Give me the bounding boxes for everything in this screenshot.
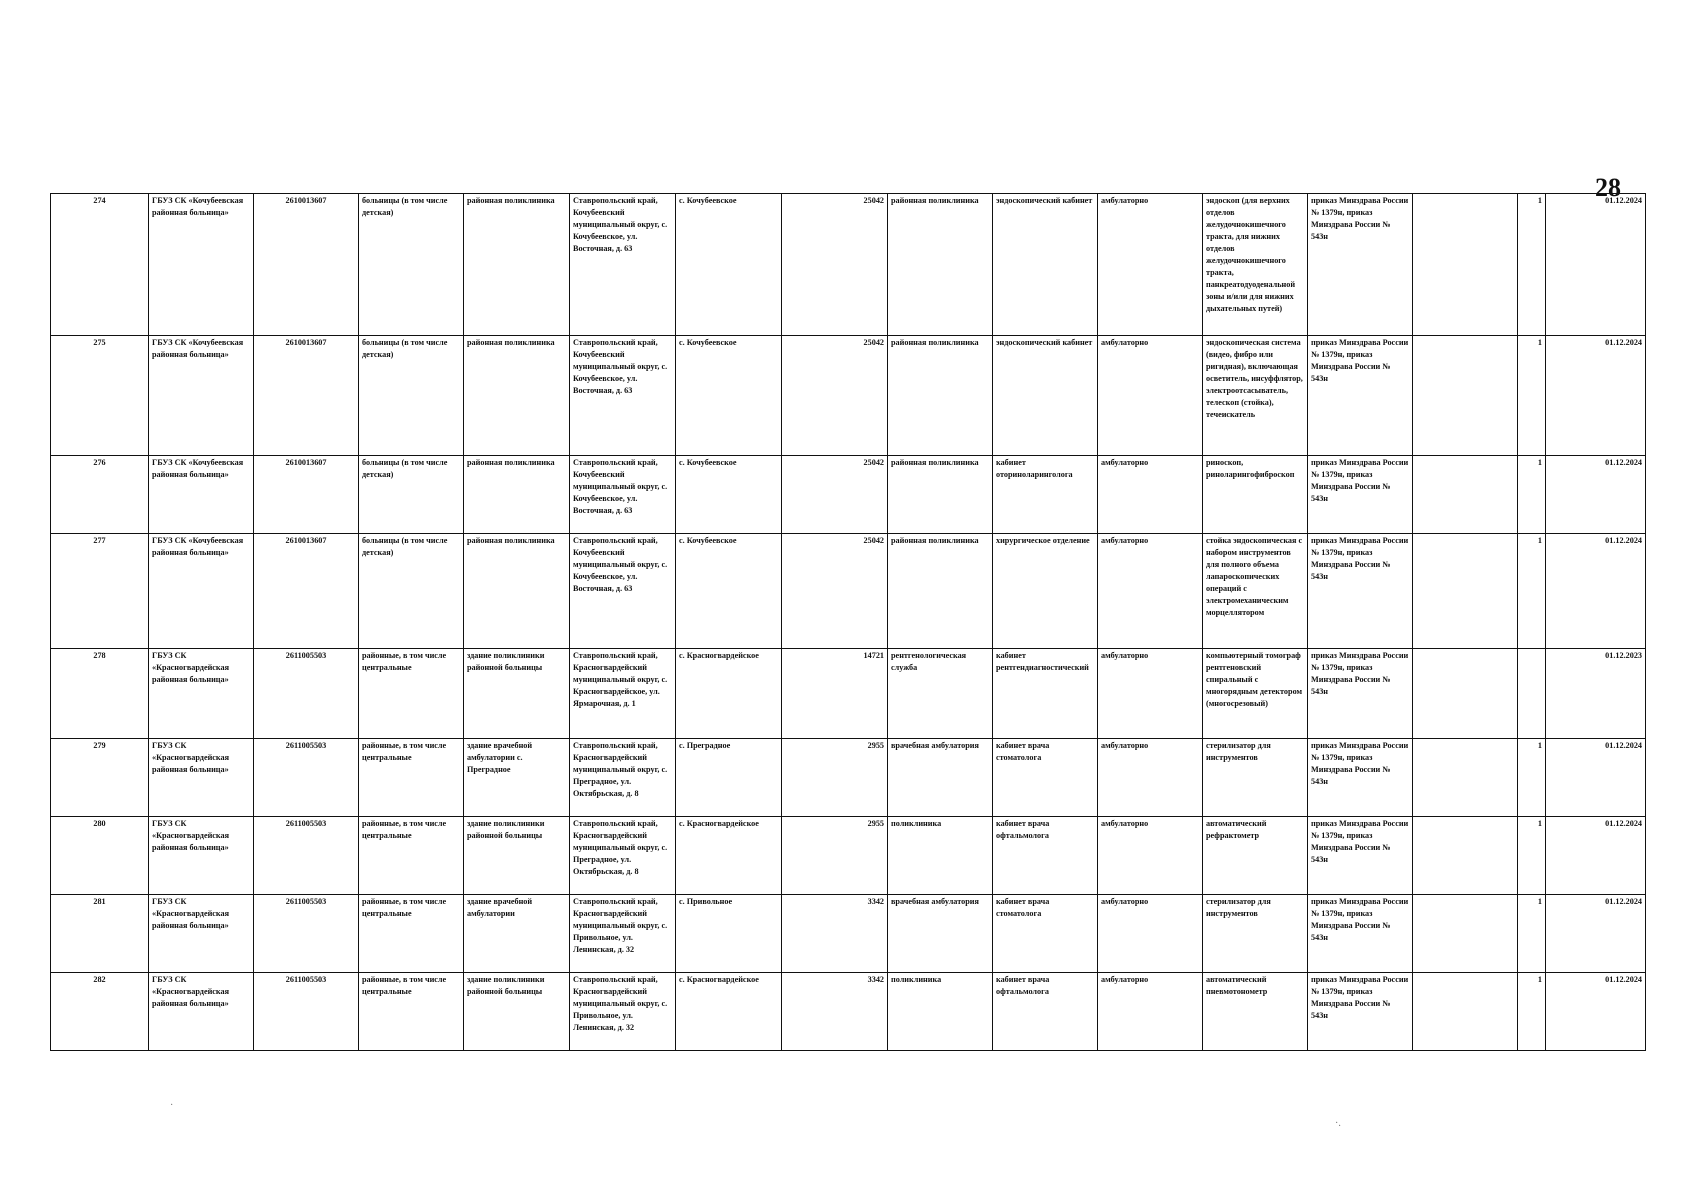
population: 14721 [782,649,888,739]
address: Ставропольский край, Кочубеевский муниципальный округ, с. Кочубеевское, ул. Восточная, д. 63 [570,194,676,336]
room: хирургическое отделение [993,534,1098,649]
quantity: 1 [1518,817,1546,895]
address: Ставропольский край, Кочубеевский муниципальный округ, с. Кочубеевское, ул. Восточная, д. 63 [570,534,676,649]
organization-name: ГБУЗ СК «Кочубеевская районная больница» [149,336,254,456]
subdivision: районная поликлиника [464,456,570,534]
organization-name: ГБУЗ СК «Кочубеевская районная больница» [149,194,254,336]
quantity: 1 [1518,336,1546,456]
subdivision: здание врачебной амбулатории с. Преградное [464,739,570,817]
organization-code: 2610013607 [254,336,359,456]
due-date: 01.12.2024 [1546,817,1646,895]
organization-code: 2611005503 [254,973,359,1051]
organization-type: районные, в том числе центральные [359,649,464,739]
organization-code: 2610013607 [254,456,359,534]
empty-cell [1413,194,1518,336]
quantity: 1 [1518,534,1546,649]
structural-unit: районная поликлиника [888,336,993,456]
due-date: 01.12.2024 [1546,895,1646,973]
population: 3342 [782,895,888,973]
subdivision: здание поликлиники районной больницы [464,817,570,895]
legal-basis: приказ Минздрава России № 1379н, приказ Минздрава России № 543н [1308,336,1413,456]
care-condition: амбулаторно [1098,895,1203,973]
structural-unit: рентгенологическая служба [888,649,993,739]
structural-unit: поликлиника [888,973,993,1051]
scan-mark: · [170,1100,174,1111]
organization-name: ГБУЗ СК «Красногвардейская районная больница» [149,817,254,895]
population: 25042 [782,336,888,456]
care-condition: амбулаторно [1098,194,1203,336]
table-row [51,739,1646,817]
table-row [51,895,1646,973]
organization-name: ГБУЗ СК «Красногвардейская районная больница» [149,649,254,739]
legal-basis: приказ Минздрава России № 1379н, приказ Минздрава России № 543н [1308,817,1413,895]
empty-cell [1413,973,1518,1051]
row-number: 275 [51,336,149,456]
room: эндоскопический кабинет [993,194,1098,336]
subdivision: здание поликлиники районной больницы [464,973,570,1051]
subdivision: здание врачебной амбулатории [464,895,570,973]
locality: с. Преградное [676,739,782,817]
population: 25042 [782,194,888,336]
room: кабинет врача стоматолога [993,895,1098,973]
care-condition: амбулаторно [1098,456,1203,534]
room: кабинет врача офтальмолога [993,973,1098,1051]
table-row [51,336,1646,456]
address: Ставропольский край, Красногвардейский муниципальный округ, с. Красногвардейское, ул. Ярмарочная, д. 1 [570,649,676,739]
empty-cell [1413,336,1518,456]
quantity: 1 [1518,895,1546,973]
legal-basis: приказ Минздрава России № 1379н, приказ Минздрава России № 543н [1308,456,1413,534]
address: Ставропольский край, Кочубеевский муниципальный округ, с. Кочубеевское, ул. Восточная, д. 63 [570,336,676,456]
due-date: 01.12.2024 [1546,739,1646,817]
population: 3342 [782,973,888,1051]
locality: с. Красногвардейское [676,817,782,895]
equipment-name: риноскоп, риноларингофиброскоп [1203,456,1308,534]
organization-type: районные, в том числе центральные [359,895,464,973]
organization-code: 2610013607 [254,534,359,649]
due-date: 01.12.2023 [1546,649,1646,739]
organization-name: ГБУЗ СК «Кочубеевская районная больница» [149,456,254,534]
empty-cell [1413,649,1518,739]
equipment-name: автоматический рефрактометр [1203,817,1308,895]
locality: с. Кочубеевское [676,534,782,649]
due-date: 01.12.2024 [1546,534,1646,649]
row-number: 282 [51,973,149,1051]
locality: с. Привольное [676,895,782,973]
due-date: 01.12.2024 [1546,973,1646,1051]
locality: с. Кочубеевское [676,194,782,336]
population: 2955 [782,739,888,817]
care-condition: амбулаторно [1098,534,1203,649]
subdivision: районная поликлиника [464,336,570,456]
quantity: 1 [1518,194,1546,336]
locality: с. Красногвардейское [676,973,782,1051]
organization-name: ГБУЗ СК «Красногвардейская районная больница» [149,895,254,973]
row-number: 276 [51,456,149,534]
table-body [51,194,1646,1051]
due-date: 01.12.2024 [1546,456,1646,534]
due-date: 01.12.2024 [1546,336,1646,456]
address: Ставропольский край, Красногвардейский муниципальный округ, с. Привольное, ул. Ленинская, д. 32 [570,973,676,1051]
room: кабинет врача стоматолога [993,739,1098,817]
locality: с. Кочубеевское [676,456,782,534]
table-row [51,534,1646,649]
empty-cell [1413,739,1518,817]
empty-cell [1413,817,1518,895]
table-row [51,194,1646,336]
equipment-register-table [50,193,1646,1051]
locality: с. Красногвардейское [676,649,782,739]
row-number: 274 [51,194,149,336]
structural-unit: районная поликлиника [888,456,993,534]
table-row [51,817,1646,895]
care-condition: амбулаторно [1098,973,1203,1051]
care-condition: амбулаторно [1098,649,1203,739]
row-number: 281 [51,895,149,973]
organization-name: ГБУЗ СК «Красногвардейская районная больница» [149,973,254,1051]
organization-type: больницы (в том числе детская) [359,194,464,336]
structural-unit: врачебная амбулатория [888,739,993,817]
equipment-name: автоматический пневмотонометр [1203,973,1308,1051]
legal-basis: приказ Минздрава России № 1379н, приказ Минздрава России № 543н [1308,534,1413,649]
organization-type: больницы (в том числе детская) [359,456,464,534]
address: Ставропольский край, Красногвардейский муниципальный округ, с. Привольное, ул. Ленинская, д. 32 [570,895,676,973]
subdivision: районная поликлиника [464,194,570,336]
quantity: 1 [1518,973,1546,1051]
organization-code: 2611005503 [254,817,359,895]
quantity [1518,649,1546,739]
organization-code: 2611005503 [254,895,359,973]
equipment-name: компьютерный томограф рентгеновский спиральный с многорядным детектором (многосрезовый) [1203,649,1308,739]
organization-name: ГБУЗ СК «Красногвардейская районная больница» [149,739,254,817]
subdivision: районная поликлиника [464,534,570,649]
page-number: 28 [1595,173,1621,202]
empty-cell [1413,456,1518,534]
room: кабинет врача офтальмолога [993,817,1098,895]
care-condition: амбулаторно [1098,739,1203,817]
organization-code: 2611005503 [254,649,359,739]
equipment-name: эндоскопическая система (видео, фибро или ригидная), включающая осветитель, инсуффлятор, электроотсасыватель, телескоп (стойка), течеискатель [1203,336,1308,456]
room: кабинет оториноларинголога [993,456,1098,534]
row-number: 278 [51,649,149,739]
table-row [51,973,1646,1051]
address: Ставропольский край, Красногвардейский муниципальный округ, с. Преградное, ул. Октябрьская, д. 8 [570,739,676,817]
equipment-name: стерилизатор для инструментов [1203,739,1308,817]
legal-basis: приказ Минздрава России № 1379н, приказ Минздрава России № 543н [1308,649,1413,739]
structural-unit: районная поликлиника [888,534,993,649]
empty-cell [1413,534,1518,649]
population: 25042 [782,534,888,649]
population: 25042 [782,456,888,534]
equipment-name: стойка эндоскопическая с набором инструментов для полного объема лапароскопических операций с электромеханическим морцеллятором [1203,534,1308,649]
room: кабинет рентгендиагностический [993,649,1098,739]
organization-code: 2611005503 [254,739,359,817]
empty-cell [1413,895,1518,973]
equipment-name: эндоскоп (для верхних отделов желудочнокишечного тракта, для нижних отделов желудочнокишечного тракта, панкреатодуоденальной зоны и/или для нижних дыхательных путей) [1203,194,1308,336]
organization-name: ГБУЗ СК «Кочубеевская районная больница» [149,534,254,649]
table-row [51,649,1646,739]
row-number: 277 [51,534,149,649]
equipment-name: стерилизатор для инструментов [1203,895,1308,973]
legal-basis: приказ Минздрава России № 1379н, приказ Минздрава России № 543н [1308,973,1413,1051]
legal-basis: приказ Минздрава России № 1379н, приказ Минздрава России № 543н [1308,739,1413,817]
structural-unit: поликлиника [888,817,993,895]
care-condition: амбулаторно [1098,817,1203,895]
structural-unit: врачебная амбулатория [888,895,993,973]
organization-type: районные, в том числе центральные [359,739,464,817]
legal-basis: приказ Минздрава России № 1379н, приказ Минздрава России № 543н [1308,194,1413,336]
due-date: 01.12.2024 [1546,194,1646,336]
address: Ставропольский край, Кочубеевский муниципальный округ, с. Кочубеевское, ул. Восточная, д. 63 [570,456,676,534]
quantity: 1 [1518,739,1546,817]
row-number: 279 [51,739,149,817]
quantity: 1 [1518,456,1546,534]
room: эндоскопический кабинет [993,336,1098,456]
scan-mark: ·. [1335,1118,1341,1129]
row-number: 280 [51,817,149,895]
population: 2955 [782,817,888,895]
care-condition: амбулаторно [1098,336,1203,456]
organization-type: районные, в том числе центральные [359,817,464,895]
address: Ставропольский край, Красногвардейский муниципальный округ, с. Преградное, ул. Октябрьская, д. 8 [570,817,676,895]
organization-type: районные, в том числе центральные [359,973,464,1051]
structural-unit: районная поликлиника [888,194,993,336]
organization-type: больницы (в том числе детская) [359,534,464,649]
locality: с. Кочубеевское [676,336,782,456]
organization-type: больницы (в том числе детская) [359,336,464,456]
legal-basis: приказ Минздрава России № 1379н, приказ Минздрава России № 543н [1308,895,1413,973]
table-row [51,456,1646,534]
organization-code: 2610013607 [254,194,359,336]
subdivision: здание поликлиники районной больницы [464,649,570,739]
